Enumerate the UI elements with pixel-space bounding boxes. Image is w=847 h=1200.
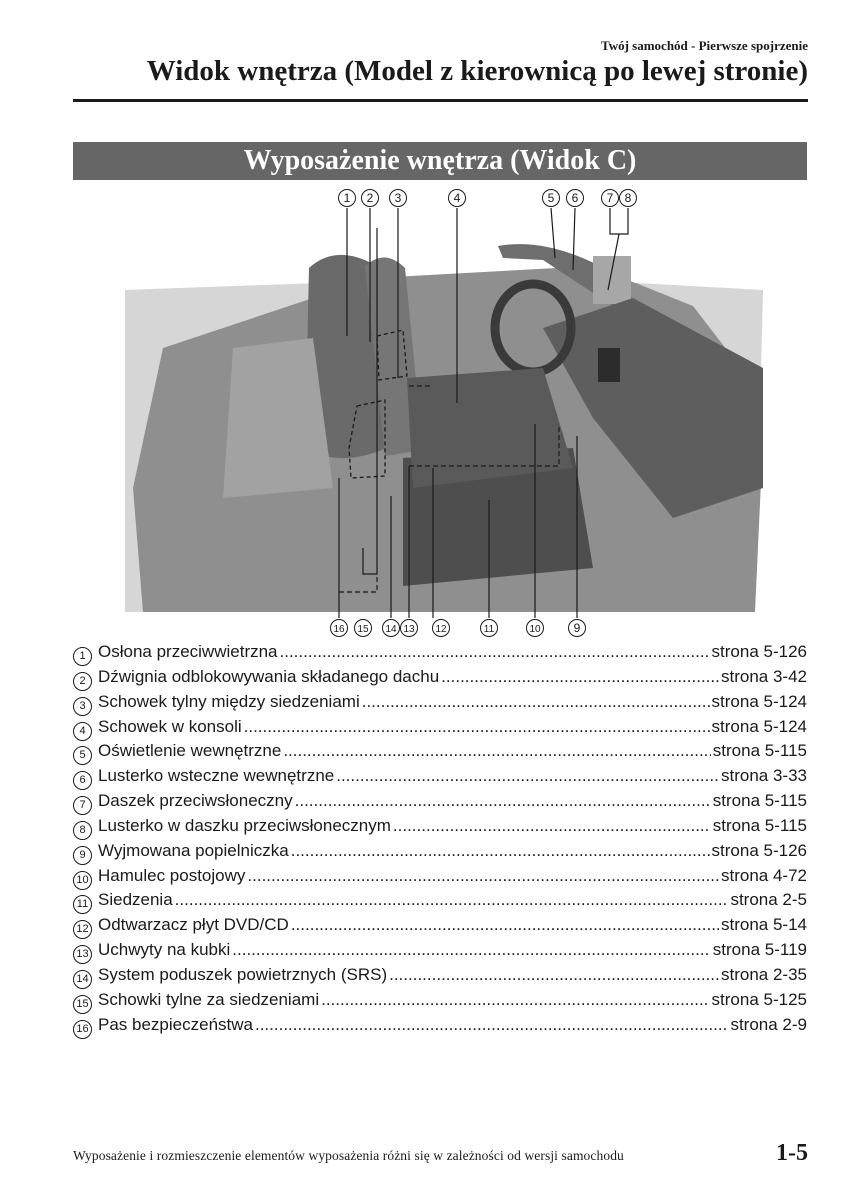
legend-item-number: 13 — [73, 945, 92, 964]
legend-item-page-link[interactable]: strona 5-119 — [712, 940, 807, 960]
legend-item-page-link[interactable]: strona 2-35 — [721, 964, 807, 984]
callout-16 — [331, 620, 348, 637]
legend-leader-dots — [280, 642, 710, 662]
legend-list — [73, 642, 807, 1040]
legend-leader-dots — [362, 692, 710, 712]
legend-leader-dots — [291, 841, 710, 861]
legend-item-page-link[interactable]: strona 5-14 — [721, 915, 807, 935]
legend-item — [73, 741, 807, 766]
legend-item-page-link[interactable]: strona 5-126 — [711, 840, 807, 860]
legend-item — [73, 667, 807, 692]
legend-item — [73, 915, 807, 940]
sunvisor — [593, 256, 631, 304]
legend-item — [73, 965, 807, 990]
legend-leader-dots — [283, 741, 710, 761]
callout-8 — [620, 190, 637, 207]
legend-item-label: Osłona przeciwwietrzna — [98, 642, 278, 661]
page-title: Widok wnętrza (Model z kierownicą po lewej stronie) — [146, 55, 808, 87]
legend-item-label: Lusterko wsteczne wewnętrzne — [98, 766, 335, 786]
legend-item-label: Hamulec postojowy — [98, 865, 246, 885]
callout-12-label: 12 — [435, 624, 447, 635]
legend-item — [73, 717, 807, 742]
callout-12 — [433, 620, 450, 637]
legend-leader-dots — [291, 915, 719, 935]
legend-item — [73, 791, 807, 816]
callout-6-label: 6 — [571, 191, 579, 205]
legend-item-number: 15 — [73, 995, 92, 1014]
legend-item — [73, 1015, 807, 1040]
legend-item-page-link[interactable]: strona 5-126 — [711, 642, 807, 661]
legend-item-number: 6 — [73, 771, 92, 790]
legend-item — [73, 642, 807, 667]
callout-10 — [527, 620, 544, 637]
callout-15 — [355, 620, 372, 637]
legend-leader-dots — [175, 890, 729, 910]
legend-item-number: 1 — [73, 647, 92, 666]
legend-item-label: Schowek w konsoli — [98, 716, 242, 736]
page-number: 1-5 — [776, 1140, 808, 1166]
callout-14 — [383, 620, 400, 637]
legend-item — [73, 890, 807, 915]
legend-item-page-link[interactable]: strona 2-9 — [730, 1014, 807, 1034]
footer-note: Wyposażenie i rozmieszczenie elementów wyposażenia różni się w zależności od wersji samochodu — [73, 1148, 624, 1163]
legend-item-label: Schowek tylny między siedzeniami — [98, 691, 360, 711]
legend-item-number: 8 — [73, 821, 92, 840]
legend-item — [73, 940, 807, 965]
callout-2 — [362, 190, 379, 207]
callout-9 — [569, 620, 586, 637]
section-title-bar: Wyposażenie wnętrza (Widok C) — [73, 142, 807, 180]
dash-screen — [598, 348, 620, 382]
legend-item-label: Wyjmowana popielniczka — [98, 840, 289, 860]
callout-11 — [481, 620, 498, 637]
legend-item-number: 16 — [73, 1020, 92, 1039]
callout-5 — [543, 190, 560, 207]
legend-item-label: Uchwyty na kubki — [98, 940, 231, 960]
legend-item-number: 2 — [73, 672, 92, 691]
legend-item-page-link[interactable]: strona 5-124 — [711, 691, 807, 711]
interior-figure — [73, 188, 807, 640]
legend-leader-dots — [393, 816, 711, 836]
legend-item-page-link[interactable]: strona 2-5 — [730, 890, 807, 910]
legend-item-page-link[interactable]: strona 5-115 — [712, 791, 807, 811]
callout-5-label: 5 — [547, 191, 555, 205]
legend-leader-dots — [336, 766, 719, 786]
legend-item-number: 12 — [73, 920, 92, 939]
header-rule — [73, 99, 808, 102]
legend-item — [73, 990, 807, 1015]
callout-10-label: 10 — [529, 624, 541, 635]
callout-13-label: 13 — [403, 624, 415, 635]
callout-2-label: 2 — [366, 191, 374, 205]
legend-leader-dots — [232, 940, 711, 960]
legend-leader-dots — [389, 965, 719, 985]
legend-item — [73, 766, 807, 791]
callout-6 — [567, 190, 584, 207]
legend-item — [73, 866, 807, 891]
legend-item-label: Lusterko w daszku przeciwsłonecznym — [98, 815, 391, 835]
center-console — [407, 368, 573, 488]
legend-item-label: Pas bezpieczeństwa — [98, 1014, 253, 1034]
legend-item — [73, 841, 807, 866]
callout-4-label: 4 — [453, 191, 461, 205]
legend-item-label: Siedzenia — [98, 890, 173, 910]
legend-item — [73, 816, 807, 841]
callout-13 — [401, 620, 418, 637]
callout-4 — [449, 190, 466, 207]
legend-item-page-link[interactable]: strona 3-33 — [721, 766, 807, 786]
legend-item-page-link[interactable]: strona 5-115 — [712, 741, 807, 761]
callout-11-label: 11 — [483, 624, 495, 635]
legend-item-number: 7 — [73, 796, 92, 815]
legend-item-label: Oświetlenie wewnętrzne — [98, 741, 282, 761]
legend-item-label: System poduszek powietrznych (SRS) — [98, 964, 388, 984]
legend-leader-dots — [255, 1015, 728, 1035]
callout-16-label: 16 — [333, 624, 345, 635]
callout-15-label: 15 — [357, 624, 369, 635]
legend-item-label: Daszek przeciwsłoneczny — [98, 791, 293, 811]
legend-item-number: 11 — [73, 895, 92, 914]
legend-leader-dots — [244, 717, 710, 737]
legend-item-page-link[interactable]: strona 5-125 — [711, 989, 807, 1009]
callout-3 — [390, 190, 407, 207]
legend-leader-dots — [295, 791, 711, 811]
legend-item-number: 3 — [73, 697, 92, 716]
legend-item — [73, 692, 807, 717]
callout-8-label: 8 — [624, 191, 632, 205]
callout-1 — [339, 190, 356, 207]
callout-1-label: 1 — [343, 191, 351, 205]
legend-item-number: 14 — [73, 970, 92, 989]
legend-leader-dots — [441, 667, 719, 687]
legend-leader-dots — [321, 990, 709, 1010]
legend-item-page-link[interactable]: strona 5-124 — [711, 716, 807, 736]
legend-item-label: Odtwarzacz płyt DVD/CD — [98, 915, 289, 935]
legend-item-number: 5 — [73, 746, 92, 765]
legend-item-label: Schowki tylne za siedzeniami — [98, 989, 320, 1009]
callout-7-label: 7 — [606, 191, 614, 205]
callout-3-label: 3 — [394, 191, 402, 205]
header-subtitle: Twój samochód - Pierwsze spojrzenie — [601, 38, 808, 53]
callout-14-label: 14 — [385, 624, 397, 635]
callout-9-label: 9 — [573, 621, 581, 635]
legend-item-number: 4 — [73, 722, 92, 741]
legend-item-number: 9 — [73, 846, 92, 865]
legend-item-page-link[interactable]: strona 5-115 — [712, 815, 807, 835]
legend-item-number: 10 — [73, 871, 92, 890]
legend-item-page-link[interactable]: strona 3-42 — [721, 666, 807, 686]
legend-item-label: Dźwignia odblokowywania składanego dachu — [98, 666, 440, 686]
callout-7 — [602, 190, 619, 207]
legend-leader-dots — [247, 866, 719, 886]
legend-item-page-link[interactable]: strona 4-72 — [721, 865, 807, 885]
